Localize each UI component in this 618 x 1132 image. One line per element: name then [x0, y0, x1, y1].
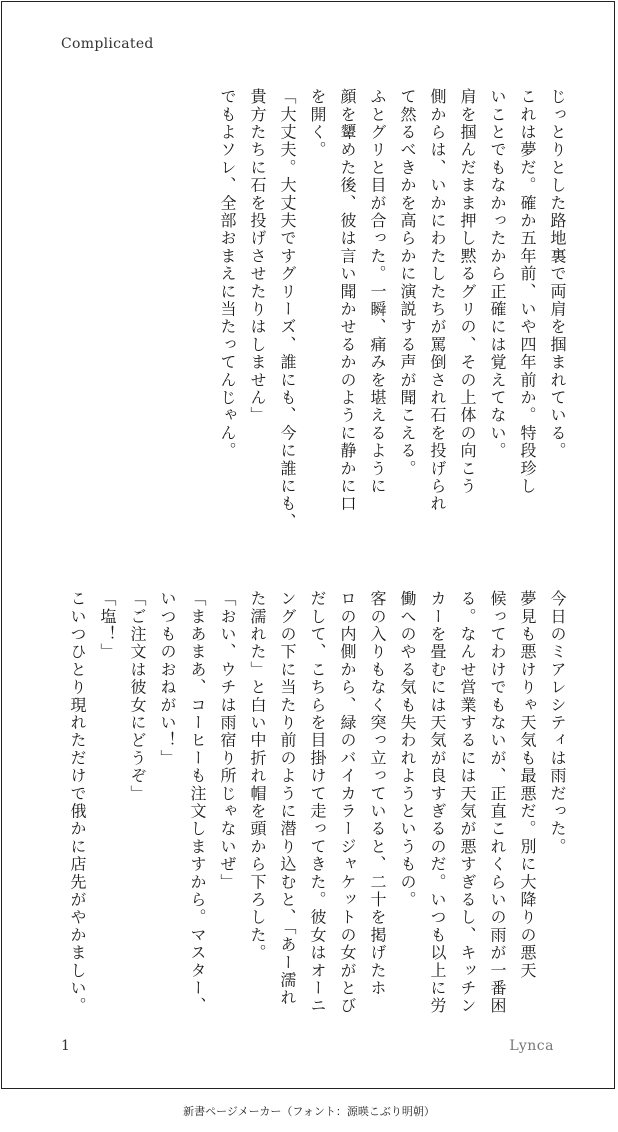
- text-line: こいつひとり現れただけで俄かに店先がやかましい。: [68, 590, 87, 1015]
- page-number: 1: [61, 1038, 70, 1054]
- text-line: だして、こちらを目掛けて走ってきた。彼女はオーニ: [308, 590, 327, 1015]
- text-line: 「塩！」: [98, 590, 117, 661]
- text-line: ふとグリと目が合った。一瞬、痛みを堪えるように: [368, 88, 387, 496]
- lower-text-block: [62, 590, 572, 1030]
- text-line: 側からは、いかにわたしたちが罵倒され石を投げられ: [428, 88, 447, 513]
- text-line: いつものおねがい！」: [158, 590, 177, 767]
- text-line: いことでもなかったから正確には覚えてない。: [488, 88, 507, 460]
- text-line: 今日のミアレシティは雨だった。: [548, 590, 567, 856]
- text-line: カーを畳むには天気が良すぎるのだ。いつも以上に労: [428, 590, 447, 1015]
- text-line: 夢見も悪けりゃ天気も最悪だ。別に大降りの悪天: [518, 590, 537, 980]
- text-line: 働へのやる気も失われようというもの。: [398, 590, 417, 909]
- text-line: 客の入りもなく突っ立っていると、二十を掲げたホ: [368, 590, 387, 998]
- text-line: 顔を顰めた後、彼は言い聞かせるかのように静かに口: [338, 88, 357, 513]
- text-line: 「おい、ウチは雨宿り所じゃないぜ」: [218, 590, 237, 891]
- page-title: Complicated: [61, 36, 154, 52]
- page-frame: [1, 1, 615, 1089]
- author-name: Lynca: [509, 1038, 554, 1054]
- text-line: 「まあまあ、コーヒーも注文しますから。マスター、: [188, 590, 207, 1015]
- text-line: て然るべきかを高らかに演説する声が聞こえる。: [398, 88, 417, 478]
- text-line: る。なんせ営業するには天気が悪すぎるし、キッチン: [458, 590, 477, 1015]
- text-line: じっとりとした路地裏で両肩を掴まれている。: [548, 88, 567, 460]
- text-line: を開く。: [308, 88, 327, 159]
- text-line: 貴方たちに石を投げさせたりはしません」: [248, 88, 267, 425]
- text-line: 「大丈夫。大丈夫ですグリーズ、誰にも、今に誰にも、: [278, 88, 297, 531]
- upper-text-block: [212, 88, 572, 548]
- generator-credit: 新書ページメーカー（フォント：源暎こぶり明朝）: [183, 1105, 435, 1118]
- text-line: ロの内側から、緑のバイカラージャケットの女がとび: [338, 590, 357, 1015]
- text-line: ングの下に当たり前のように潜り込むと、「あー濡れ: [278, 590, 297, 1007]
- text-line: でもよソレ、全部おまえに当たってんじゃん。: [218, 88, 237, 460]
- text-line: 肩を掴んだまま押し黙るグリの、その上体の向こう: [458, 88, 477, 496]
- text-line: 「ご注文は彼女にどうぞ」: [128, 590, 147, 803]
- text-line: これは夢だ。確か五年前、いや四年前か。特段珍し: [518, 88, 537, 496]
- text-line: た濡れた」と白い中折れ帽を頭から下ろした。: [248, 590, 267, 962]
- text-line: 候ってわけでもないが、正直これくらいの雨が一番困: [488, 590, 507, 1015]
